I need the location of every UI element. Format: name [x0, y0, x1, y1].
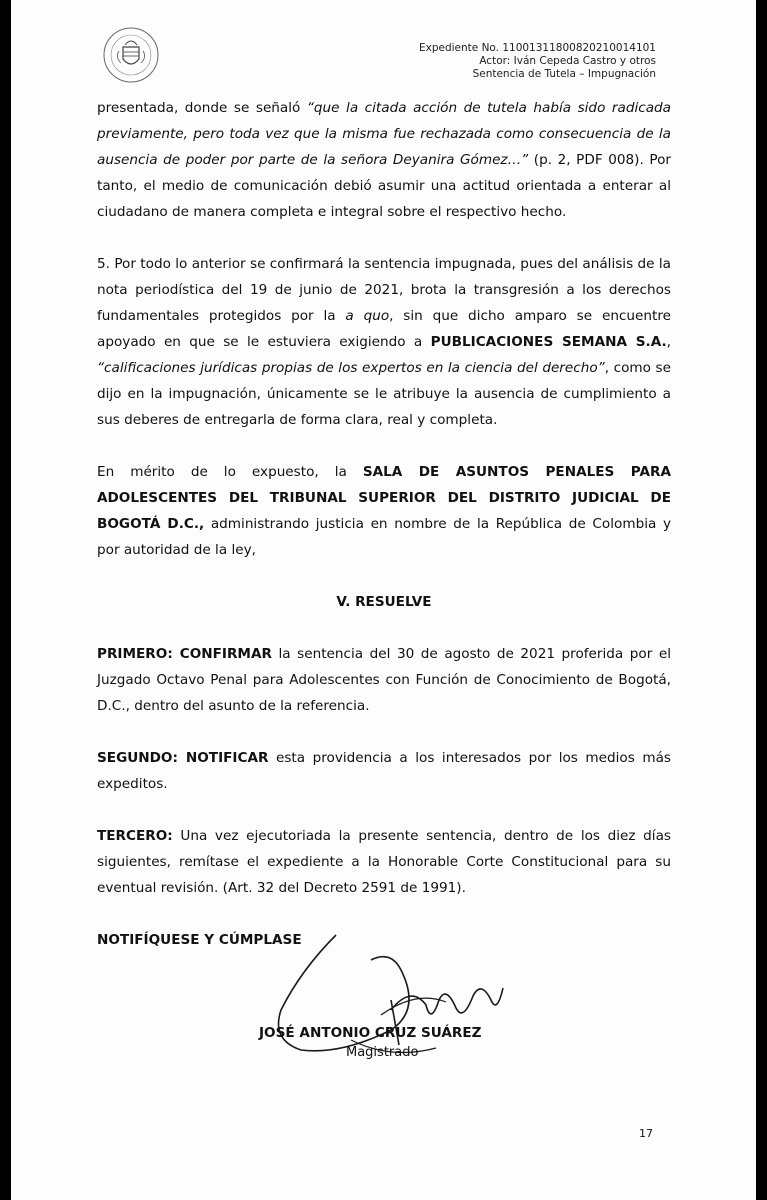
- closing-formula: NOTIFÍQUESE Y CÚMPLASE: [97, 932, 302, 948]
- coat-of-arms-seal-icon: [101, 25, 161, 85]
- signatory-name: JOSÉ ANTONIO CRUZ SUÁREZ: [259, 1025, 482, 1041]
- resolution-segundo: SEGUNDO: NOTIFICAR esta providencia a los interesados por los medios más expeditos.: [97, 750, 671, 792]
- expediente-number: Expediente No. 11001311800820210014101: [418, 42, 656, 54]
- publicaciones-semana: PUBLICACIONES SEMANA S.A.: [430, 334, 667, 350]
- paragraph-1: presentada, donde se señaló “que la citada acción de tutela había sido radicada previamente, pero toda vez que la misma fue rechazada como consecuencia de la ausencia de poder por parte de la señora Deyanira Gómez…” (p. 2, PDF 008). Por tanto, el medio de comunicación debió asumir una actitud orientada a enterar al ciudadano de manera completa e integral sobre el respectivo hecho.: [97, 100, 671, 220]
- paragraph-3: En mérito de lo expuesto, la SALA DE ASUNTOS PENALES PARA ADOLESCENTES DEL TRIBUNAL SUPERIOR DEL DISTRITO JUDICIAL DE BOGOTÁ D.C., administrando justicia en nombre de la República de Colombia y por autoridad de la ley,: [97, 464, 671, 558]
- sentencia-type: Sentencia de Tutela – Impugnación: [472, 68, 656, 80]
- quote-radicada: “que la citada acción de tutela había sido radicada previamente, pero toda vez que la misma fue rechazada como consecuencia de la ausencia de poder por parte de la señora Deyanira Gómez…”: [97, 100, 671, 168]
- resolution-tercero: TERCERO: Una vez ejecutoriada la presente sentencia, dentro de los diez días siguientes, remítase el expediente a la Honorable Corte Constitucional para su eventual revisión. (Art. 32 del Decreto 2591 de 1991).: [97, 828, 671, 896]
- section-title: V. RESUELVE: [336, 594, 432, 610]
- signatory-role: Magistrado: [346, 1045, 419, 1060]
- sala-name: SALA DE ASUNTOS PENALES PARA ADOLESCENTES DEL TRIBUNAL SUPERIOR DEL DISTRITO JUDICIAL DE BOGOTÁ D.C.,: [97, 464, 671, 532]
- actor-line: Actor: Iván Cepeda Castro y otros: [479, 55, 656, 67]
- document-header: [419, 42, 656, 81]
- page-number: 17: [639, 1127, 653, 1140]
- paragraph-2: 5. Por todo lo anterior se confirmará la sentencia impugnada, pues del análisis de la nota periodística del 19 de junio de 2021, brota la transgresión a los derechos fundamentales protegidos por la a quo, sin que dicho amparo se encuentre apoyado en que se le estuviera exigiendo a PUBLICACIONES SEMANA S.A., “calificaciones jurídicas propias de los expertos en la ciencia del derecho”, como se dijo en la impugnación, únicamente se le atribuye la ausencia de cumplimiento a sus deberes de entregarla de forma clara, real y completa.: [97, 256, 671, 428]
- resolution-primero: PRIMERO: CONFIRMAR la sentencia del 30 de agosto de 2021 proferida por el Juzgado Octavo Penal para Adolescentes con Función de Conocimiento de Bogotá, D.C., dentro del asunto de la referencia.: [97, 646, 671, 714]
- quote-calificaciones: “calificaciones jurídicas propias de los expertos en la ciencia del derecho”: [97, 360, 605, 376]
- document-page: [11, 0, 756, 1200]
